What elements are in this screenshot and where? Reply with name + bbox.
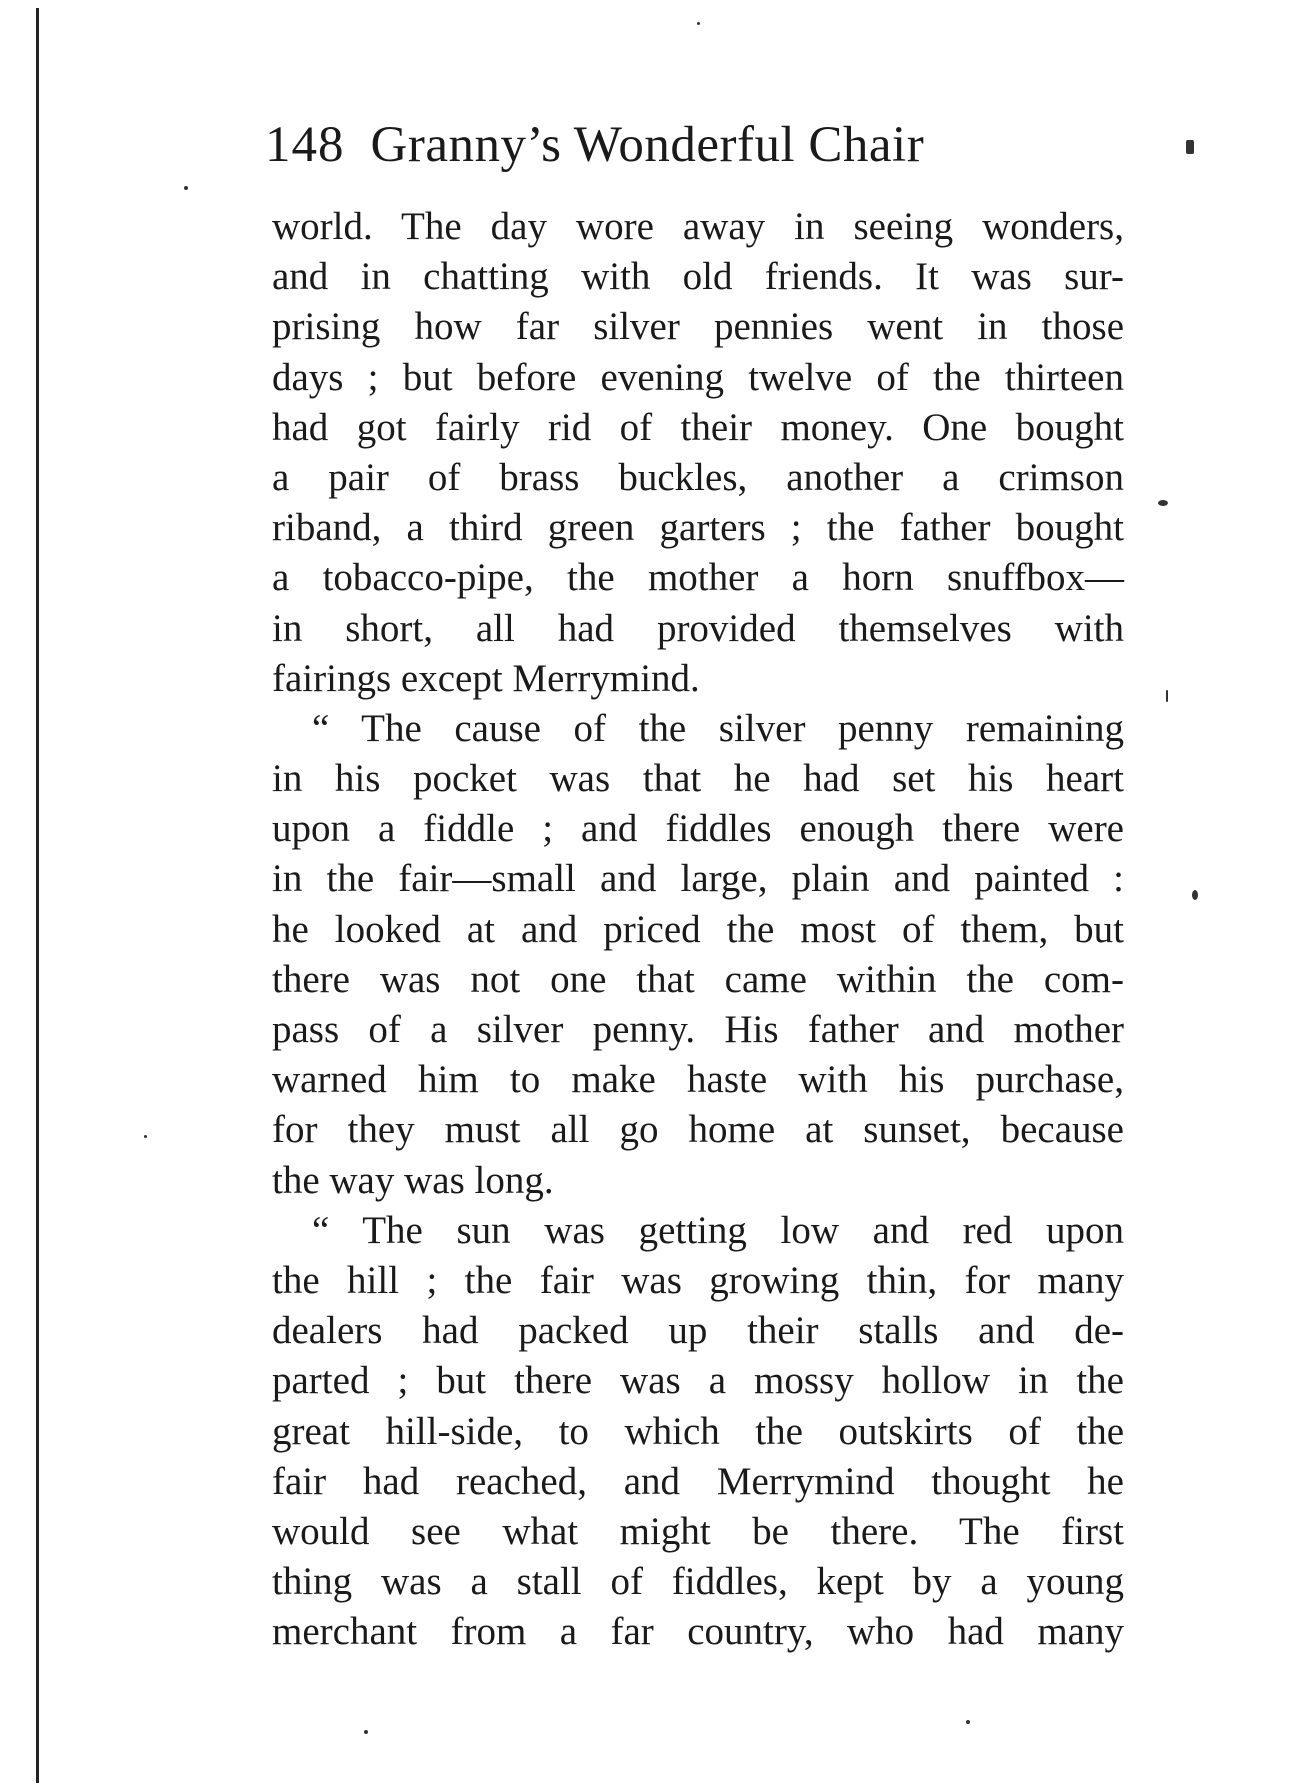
page-body [272, 202, 1124, 1657]
text-line: for they must all go home at sunset, because [272, 1108, 1124, 1152]
scan-speck [1166, 690, 1168, 702]
text-line: the hill ; the fair was growing thin, for many [272, 1258, 1124, 1302]
scan-speck [1192, 890, 1198, 900]
scan-speck [966, 1720, 970, 1724]
text-line: and in chatting with old friends. It was sur- [272, 255, 1124, 299]
text-line: in short, all had provided themselves with [272, 606, 1124, 650]
text-line: world. The day wore away in seeing wonders, [272, 205, 1124, 248]
scan-speck [1158, 500, 1168, 506]
text-line: prising how far silver pennies went in those [272, 305, 1124, 349]
text-line: fairings except Merrymind. [272, 656, 700, 700]
text-line: “ The cause of the silver penny remaining [312, 706, 1124, 750]
scan-speck [364, 1730, 368, 1734]
page-number: 148 [265, 117, 345, 173]
text-line: warned him to make haste with his purchase, [272, 1058, 1124, 1102]
scan-speck [1186, 140, 1194, 154]
text-line: days ; but before evening twelve of the thirteen [272, 355, 1124, 399]
text-line: fair had reached, and Merrymind thought he [272, 1459, 1124, 1503]
binding-edge-line [36, 8, 39, 1783]
text-line: thing was a stall of fiddles, kept by a young [272, 1560, 1124, 1604]
text-line: in the fair—small and large, plain and painted : [272, 857, 1124, 901]
page-header [265, 114, 1095, 176]
text-line: upon a fiddle ; and fiddles enough there were [272, 807, 1124, 851]
running-title: Granny’s Wonderful Chair [370, 117, 925, 173]
text-line: a pair of brass buckles, another a crimson [272, 455, 1124, 499]
scan-speck [144, 1135, 147, 1138]
text-line: “ The sun was getting low and red upon [312, 1208, 1124, 1252]
text-line: pass of a silver penny. His father and mother [272, 1008, 1124, 1051]
text-line: would see what might be there. The first [272, 1509, 1124, 1553]
text-line: he looked at and priced the most of them, but [272, 907, 1124, 951]
text-line: riband, a third green garters ; the father bought [272, 506, 1124, 550]
scan-speck [697, 22, 700, 25]
text-line: parted ; but there was a mossy hollow in the [272, 1359, 1124, 1403]
text-line: great hill-side, to which the outskirts of the [272, 1409, 1124, 1453]
text-line: the way was long. [272, 1158, 554, 1202]
scan-speck [184, 186, 188, 190]
text-line: merchant from a far country, who had many [272, 1610, 1124, 1654]
text-line: dealers had packed up their stalls and de- [272, 1309, 1124, 1353]
text-line: a tobacco-pipe, the mother a horn snuffbox— [272, 556, 1124, 600]
text-line: there was not one that came within the com- [272, 957, 1124, 1001]
text-line: had got fairly rid of their money. One bought [272, 405, 1124, 449]
text-line: in his pocket was that he had set his heart [272, 757, 1124, 801]
